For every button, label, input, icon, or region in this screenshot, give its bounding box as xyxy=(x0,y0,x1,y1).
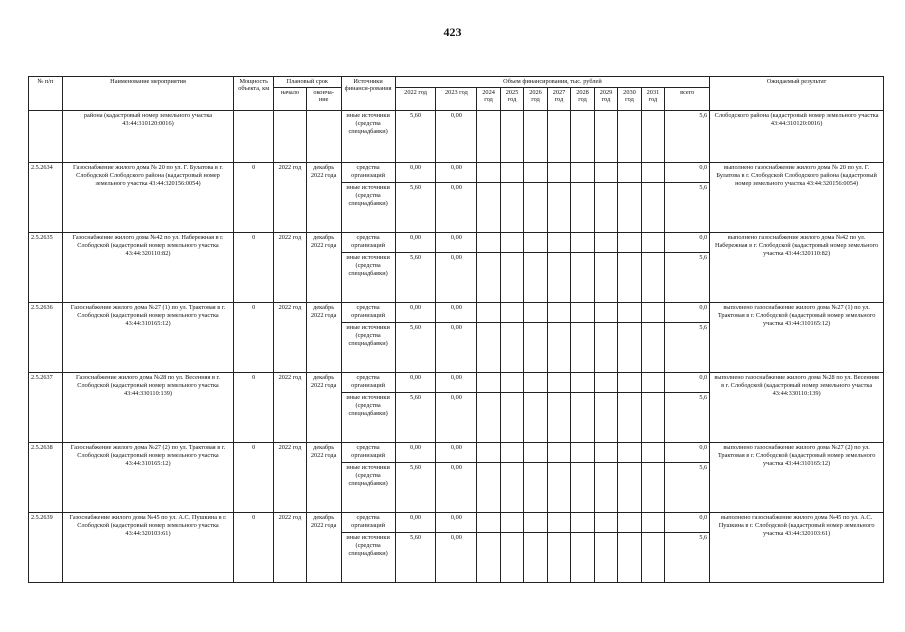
cell-2030 xyxy=(618,323,641,373)
cell-2024 xyxy=(477,183,500,233)
cell-total: 5,6 xyxy=(665,463,710,513)
cell-2026 xyxy=(524,303,547,323)
cell-2029 xyxy=(594,111,617,163)
cell-result: выполнено газоснабжение жилого дома №27 (2) по ул. Трактовая в г. Слободской (кадастровый номер земельного участка 43:44:310165:12) xyxy=(710,443,884,513)
cell-total: 5,6 xyxy=(665,323,710,373)
cell-name: Газоснабжение жилого дома №27 (1) по ул. Трактовая в г. Слободской (кадастровый номер земельного участка 43:44:310165:12) xyxy=(62,303,234,373)
cell-2030 xyxy=(618,233,641,253)
cell-2030 xyxy=(618,533,641,583)
cell-2029 xyxy=(594,373,617,393)
cell-2029 xyxy=(594,233,617,253)
cell-2023: 0,00 xyxy=(436,533,477,583)
cell-2028 xyxy=(571,533,594,583)
cell-2027 xyxy=(547,513,570,533)
cell-total: 5,6 xyxy=(665,533,710,583)
cell-num: 2.5.2636 xyxy=(29,303,63,373)
cell-2022: 5,60 xyxy=(395,533,436,583)
header-funding: Объем финансирования, тыс. рублей xyxy=(395,77,710,88)
cell-capacity xyxy=(234,111,274,163)
header-sources: Источники финанси-рования xyxy=(341,77,395,111)
cell-2022: 5,60 xyxy=(395,111,436,163)
cell-2029 xyxy=(594,393,617,443)
cell-2027 xyxy=(547,253,570,303)
cell-end: декабрь 2022 года xyxy=(306,163,341,233)
cell-2027 xyxy=(547,111,570,163)
cell-2027 xyxy=(547,183,570,233)
cell-2026 xyxy=(524,463,547,513)
cell-2023: 0,00 xyxy=(436,513,477,533)
cell-start: 2022 год xyxy=(274,373,307,443)
cell-2031 xyxy=(641,323,664,373)
cell-2031 xyxy=(641,303,664,323)
header-capacity: Мощность объекта, км xyxy=(234,77,274,111)
cell-2029 xyxy=(594,163,617,183)
cell-2026 xyxy=(524,533,547,583)
cell-source: иные источники (средства спецнадбавки) xyxy=(341,323,395,373)
cell-2025 xyxy=(500,163,523,183)
cell-2024 xyxy=(477,393,500,443)
cell-result: Слободского района (кадастровый номер земельного участка 43:44:310120:0016) xyxy=(710,111,884,163)
cell-2024 xyxy=(477,163,500,183)
cell-2031 xyxy=(641,233,664,253)
header-year-2026: 2026 год xyxy=(524,88,547,111)
cell-2023: 0,00 xyxy=(436,163,477,183)
cell-2030 xyxy=(618,513,641,533)
cell-2031 xyxy=(641,513,664,533)
header-year-2027: 2027 год xyxy=(547,88,570,111)
cell-2030 xyxy=(618,443,641,463)
header-year-2023: 2023 год xyxy=(436,88,477,111)
header-year-2024: 2024 год xyxy=(477,88,500,111)
cell-name: Газоснабжение жилого дома №42 по ул. Набережная в г. Слободской (кадастровый номер земельного участка 43:44:320110:82) xyxy=(62,233,234,303)
cell-2028 xyxy=(571,373,594,393)
cell-2023: 0,00 xyxy=(436,233,477,253)
cell-2022: 5,60 xyxy=(395,253,436,303)
header-total: всего xyxy=(665,88,710,111)
cell-start: 2022 год xyxy=(274,513,307,583)
cell-2030 xyxy=(618,303,641,323)
cell-2031 xyxy=(641,533,664,583)
cell-capacity: 0 xyxy=(234,303,274,373)
cell-2029 xyxy=(594,303,617,323)
cell-2029 xyxy=(594,463,617,513)
cell-2026 xyxy=(524,233,547,253)
header-year-2029: 2029 год xyxy=(594,88,617,111)
cell-source: средства организаций xyxy=(341,513,395,533)
cell-2028 xyxy=(571,233,594,253)
cell-2022: 0,00 xyxy=(395,513,436,533)
cell-2023: 0,00 xyxy=(436,463,477,513)
cell-2024 xyxy=(477,303,500,323)
continuation-row xyxy=(29,111,884,163)
cell-source: средства организаций xyxy=(341,443,395,463)
cell-source: иные источники (средства спецнадбавки) xyxy=(341,463,395,513)
header-year-2028: 2028 год xyxy=(571,88,594,111)
cell-2022: 5,60 xyxy=(395,183,436,233)
page-number: 423 xyxy=(443,25,462,39)
cell-2022: 0,00 xyxy=(395,163,436,183)
cell-2025 xyxy=(500,373,523,393)
cell-2025 xyxy=(500,183,523,233)
cell-2029 xyxy=(594,513,617,533)
cell-2028 xyxy=(571,163,594,183)
header-name: Наименование мероприятия xyxy=(62,77,234,111)
table-row xyxy=(29,513,884,533)
cell-2023: 0,00 xyxy=(436,303,477,323)
cell-2026 xyxy=(524,253,547,303)
cell-2024 xyxy=(477,111,500,163)
cell-capacity: 0 xyxy=(234,233,274,303)
cell-source: иные источники (средства спецнадбавки) xyxy=(341,253,395,303)
cell-source: иные источники (средства спецнадбавки) xyxy=(341,111,395,163)
cell-2023: 0,00 xyxy=(436,393,477,443)
cell-2027 xyxy=(547,393,570,443)
cell-num: 2.5.2634 xyxy=(29,163,63,233)
cell-source: иные источники (средства спецнадбавки) xyxy=(341,533,395,583)
cell-total: 5,6 xyxy=(665,183,710,233)
cell-start: 2022 год xyxy=(274,163,307,233)
cell-2025 xyxy=(500,443,523,463)
funding-table xyxy=(28,76,884,583)
cell-name: района (кадастровый номер земельного участка 43:44:310120:0016) xyxy=(62,111,234,163)
cell-2023: 0,00 xyxy=(436,443,477,463)
cell-2028 xyxy=(571,111,594,163)
cell-end: декабрь 2022 года xyxy=(306,373,341,443)
cell-end: декабрь 2022 года xyxy=(306,443,341,513)
cell-2023: 0,00 xyxy=(436,323,477,373)
cell-num: 2.5.2635 xyxy=(29,233,63,303)
cell-source: средства организаций xyxy=(341,303,395,323)
cell-2026 xyxy=(524,163,547,183)
cell-2022: 5,60 xyxy=(395,393,436,443)
cell-2024 xyxy=(477,323,500,373)
cell-2030 xyxy=(618,163,641,183)
cell-2030 xyxy=(618,111,641,163)
header-year-2025: 2025 год xyxy=(500,88,523,111)
cell-2029 xyxy=(594,323,617,373)
cell-end: декабрь 2022 года xyxy=(306,233,341,303)
cell-source: средства организаций xyxy=(341,163,395,183)
table-row xyxy=(29,233,884,253)
cell-start: 2022 год xyxy=(274,303,307,373)
cell-capacity: 0 xyxy=(234,373,274,443)
cell-2025 xyxy=(500,323,523,373)
header-plan-period: Плановый срок xyxy=(274,77,341,88)
cell-source: средства организаций xyxy=(341,373,395,393)
cell-2026 xyxy=(524,183,547,233)
cell-name: Газоснабжение жилого дома № 20 по ул. Г. Булатова в г. Слободской Слободского района (кадастровый номер земельного участка 43:44:320156:0054) xyxy=(62,163,234,233)
cell-2027 xyxy=(547,463,570,513)
cell-end: декабрь 2022 года xyxy=(306,303,341,373)
cell-2028 xyxy=(571,303,594,323)
table-row xyxy=(29,303,884,323)
header-row-top xyxy=(29,77,884,88)
table-row xyxy=(29,443,884,463)
cell-2031 xyxy=(641,463,664,513)
cell-start xyxy=(274,111,307,163)
cell-2025 xyxy=(500,253,523,303)
cell-capacity: 0 xyxy=(234,163,274,233)
cell-2027 xyxy=(547,443,570,463)
cell-2029 xyxy=(594,183,617,233)
cell-2025 xyxy=(500,303,523,323)
header-year-2030: 2030 год xyxy=(618,88,641,111)
cell-source: средства организаций xyxy=(341,233,395,253)
cell-total: 5,6 xyxy=(665,253,710,303)
header-year-2031: 2031 год xyxy=(641,88,664,111)
cell-total: 0,0 xyxy=(665,513,710,533)
cell-2025 xyxy=(500,393,523,443)
cell-2029 xyxy=(594,443,617,463)
table-row xyxy=(29,163,884,183)
cell-2024 xyxy=(477,373,500,393)
header-start: начало xyxy=(274,88,307,111)
cell-2022: 5,60 xyxy=(395,463,436,513)
cell-2028 xyxy=(571,513,594,533)
cell-2025 xyxy=(500,463,523,513)
cell-2031 xyxy=(641,393,664,443)
header-result: Ожидаемый результат xyxy=(710,77,884,111)
cell-end: декабрь 2022 года xyxy=(306,513,341,583)
cell-result: выполнено газоснабжение жилого дома №28 по ул. Весенняя в г. Слободской (кадастровый номер земельного участка 43:44:330110:139) xyxy=(710,373,884,443)
header-year-2022: 2022 год xyxy=(395,88,436,111)
cell-2022: 0,00 xyxy=(395,373,436,393)
cell-2029 xyxy=(594,253,617,303)
cell-total: 5,6 xyxy=(665,111,710,163)
cell-capacity: 0 xyxy=(234,513,274,583)
cell-end xyxy=(306,111,341,163)
cell-2024 xyxy=(477,463,500,513)
cell-total: 5,6 xyxy=(665,393,710,443)
cell-num xyxy=(29,111,63,163)
cell-2028 xyxy=(571,443,594,463)
cell-2030 xyxy=(618,253,641,303)
header-end: оконча-ние xyxy=(306,88,341,111)
cell-name: Газоснабжение жилого дома №28 по ул. Весенняя в г. Слободской (кадастровый номер земельного участка 43:44:330110:139) xyxy=(62,373,234,443)
cell-name: Газоснабжение жилого дома №27 (2) по ул. Трактовая в г. Слободской (кадастровый номер земельного участка 43:44:310165:12) xyxy=(62,443,234,513)
cell-2025 xyxy=(500,233,523,253)
cell-start: 2022 год xyxy=(274,443,307,513)
cell-2029 xyxy=(594,533,617,583)
cell-2027 xyxy=(547,163,570,183)
cell-2023: 0,00 xyxy=(436,183,477,233)
cell-2027 xyxy=(547,533,570,583)
cell-2026 xyxy=(524,513,547,533)
header-num: № п/п xyxy=(29,77,63,111)
cell-2024 xyxy=(477,233,500,253)
cell-num: 2.5.2639 xyxy=(29,513,63,583)
cell-2030 xyxy=(618,393,641,443)
cell-start: 2022 год xyxy=(274,233,307,303)
cell-2027 xyxy=(547,323,570,373)
cell-2028 xyxy=(571,393,594,443)
cell-capacity: 0 xyxy=(234,443,274,513)
cell-name: Газоснабжение жилого дома №45 по ул. А.С. Пушкина в г. Слободской (кадастровый номер земельного участка 43:44:320103:61) xyxy=(62,513,234,583)
cell-2028 xyxy=(571,463,594,513)
cell-2030 xyxy=(618,183,641,233)
cell-2031 xyxy=(641,443,664,463)
cell-2026 xyxy=(524,373,547,393)
cell-result: выполнено газоснабжение жилого дома №42 по ул. Набережная в г. Слободской (кадастровый номер земельного участка 43:44:320110:82) xyxy=(710,233,884,303)
cell-2028 xyxy=(571,183,594,233)
cell-2027 xyxy=(547,233,570,253)
cell-2023: 0,00 xyxy=(436,373,477,393)
cell-2031 xyxy=(641,373,664,393)
cell-2024 xyxy=(477,253,500,303)
cell-result: выполнено газоснабжение жилого дома №27 (1) по ул. Трактовая в г. Слободской (кадастровый номер земельного участка 43:44:310165:12) xyxy=(710,303,884,373)
cell-2023: 0,00 xyxy=(436,111,477,163)
cell-num: 2.5.2637 xyxy=(29,373,63,443)
cell-2026 xyxy=(524,393,547,443)
cell-total: 0,0 xyxy=(665,443,710,463)
table-row xyxy=(29,373,884,393)
cell-2022: 5,60 xyxy=(395,323,436,373)
cell-2026 xyxy=(524,111,547,163)
cell-2030 xyxy=(618,463,641,513)
cell-2022: 0,00 xyxy=(395,303,436,323)
cell-total: 0,0 xyxy=(665,373,710,393)
cell-num: 2.5.2638 xyxy=(29,443,63,513)
cell-total: 0,0 xyxy=(665,303,710,323)
cell-2025 xyxy=(500,533,523,583)
cell-2025 xyxy=(500,513,523,533)
cell-2031 xyxy=(641,253,664,303)
cell-2027 xyxy=(547,303,570,323)
cell-2028 xyxy=(571,323,594,373)
cell-total: 0,0 xyxy=(665,163,710,183)
cell-2022: 0,00 xyxy=(395,443,436,463)
cell-result: выполнено газоснабжение жилого дома № 20 по ул. Г. Булатова в г. Слободской Слободского района (кадастровый номер земельного участка 43:44:320156:0054) xyxy=(710,163,884,233)
cell-2027 xyxy=(547,373,570,393)
cell-2025 xyxy=(500,111,523,163)
cell-source: иные источники (средства спецнадбавки) xyxy=(341,183,395,233)
cell-2026 xyxy=(524,323,547,373)
cell-2024 xyxy=(477,443,500,463)
cell-2028 xyxy=(571,253,594,303)
cell-2026 xyxy=(524,443,547,463)
cell-2031 xyxy=(641,111,664,163)
cell-2023: 0,00 xyxy=(436,253,477,303)
cell-2031 xyxy=(641,163,664,183)
cell-result: выполнено газоснабжение жилого дома №45 по ул. А.С. Пушкина в г. Слободской (кадастровый номер земельного участка 43:44:320103:61) xyxy=(710,513,884,583)
cell-2024 xyxy=(477,513,500,533)
cell-source: иные источники (средства спецнадбавки) xyxy=(341,393,395,443)
cell-2024 xyxy=(477,533,500,583)
cell-2031 xyxy=(641,183,664,233)
cell-total: 0,0 xyxy=(665,233,710,253)
cell-2022: 0,00 xyxy=(395,233,436,253)
cell-2030 xyxy=(618,373,641,393)
